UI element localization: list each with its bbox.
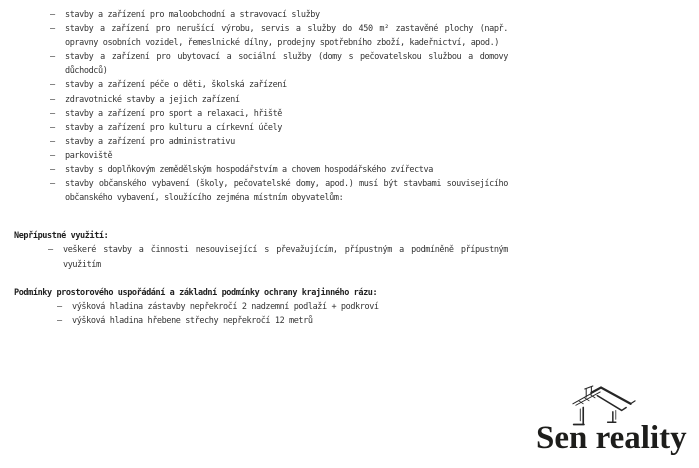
bullet-dash: — (50, 80, 55, 91)
bullet-dash: — (50, 108, 55, 119)
bullet-dash: — (57, 301, 62, 312)
list-item (14, 78, 508, 92)
list-item (14, 121, 508, 135)
section-heading: Podmínky prostorového uspořádání a základní podmínky ochrany krajinného rázu: (14, 287, 378, 298)
list-item-text: veškeré stavby a činnosti nesouvisející s převažujícím, přípustným a podmíněně přípustným využitím (63, 245, 508, 270)
list-item (14, 177, 508, 205)
list-item (14, 8, 508, 22)
list-item-text: stavby a zařízení pro sport a relaxaci, hřiště (65, 108, 283, 119)
list-item-text: stavby s doplňkovým zemědělským hospodářstvím a chovem hospodářského zvířectva (65, 165, 433, 176)
list-item (14, 300, 508, 314)
bullet-dash: — (50, 150, 55, 161)
bullet-dash: — (50, 24, 55, 35)
bullet-dash: — (57, 315, 62, 326)
list-item (14, 163, 508, 177)
list-item-text: stavby a zařízení pro maloobchodní a stravovací služby (65, 10, 320, 20)
list-item-text: stavby a zařízení pro ubytovací a sociální služby (domy s pečovatelskou službou a domovy důchodců) (65, 52, 508, 77)
section-heading: Nepřípustné využití: (14, 231, 109, 242)
logo-wordmark: Sen reality (536, 420, 687, 456)
list-item (14, 50, 508, 78)
bullet-dash: — (50, 94, 55, 105)
list-item-text: stavby a zařízení péče o děti, školská zařízení (65, 80, 287, 91)
document-body (14, 8, 508, 328)
bullet-dash: — (50, 122, 55, 133)
list-item-text: parkoviště (65, 150, 113, 161)
bullet-dash: — (48, 245, 53, 256)
list-item (14, 93, 508, 107)
bullet-dash: — (50, 136, 55, 147)
list-item-text: stavby a zařízení pro kulturu a církevní účely (65, 122, 283, 133)
list-item-text: zdravotnické stavby a jejich zařízení (65, 94, 240, 105)
list-item-text: stavby a zařízení pro nerušící výrobu, servis a služby do 450 m² zastavěné plochy (např. opravny osobních vozidel, řemeslnické dílny, prodejny spotřebního zboží, kadeřnictví, apod.) (65, 24, 508, 49)
list-item (14, 149, 508, 163)
section-spatial-conditions (14, 286, 508, 328)
list-item (14, 243, 508, 271)
list-item (14, 107, 508, 121)
bullet-dash: — (50, 179, 55, 190)
section-inadmissible-use (14, 229, 508, 271)
list-item-text: stavby a zařízení pro administrativu (65, 136, 235, 147)
list-item (14, 22, 508, 50)
bullet-dash: — (50, 52, 55, 63)
bullet-dash: — (50, 165, 55, 176)
list-item (14, 135, 508, 149)
bullet-dash: — (50, 10, 55, 20)
list-item-text: stavby občanského vybavení (školy, pečovatelské domy, apod.) musí být stavbami souvisejícího občanského vybavení, sloužícího zejména místním obyvatelům: (65, 179, 508, 204)
list-item-text: výšková hladina hřebene střechy nepřekročí 12 metrů (72, 315, 313, 326)
list-item-text: výšková hladina zástavby nepřekročí 2 nadzemní podlaží + podkroví (72, 301, 379, 312)
logo (536, 378, 698, 466)
list-item (14, 314, 508, 328)
